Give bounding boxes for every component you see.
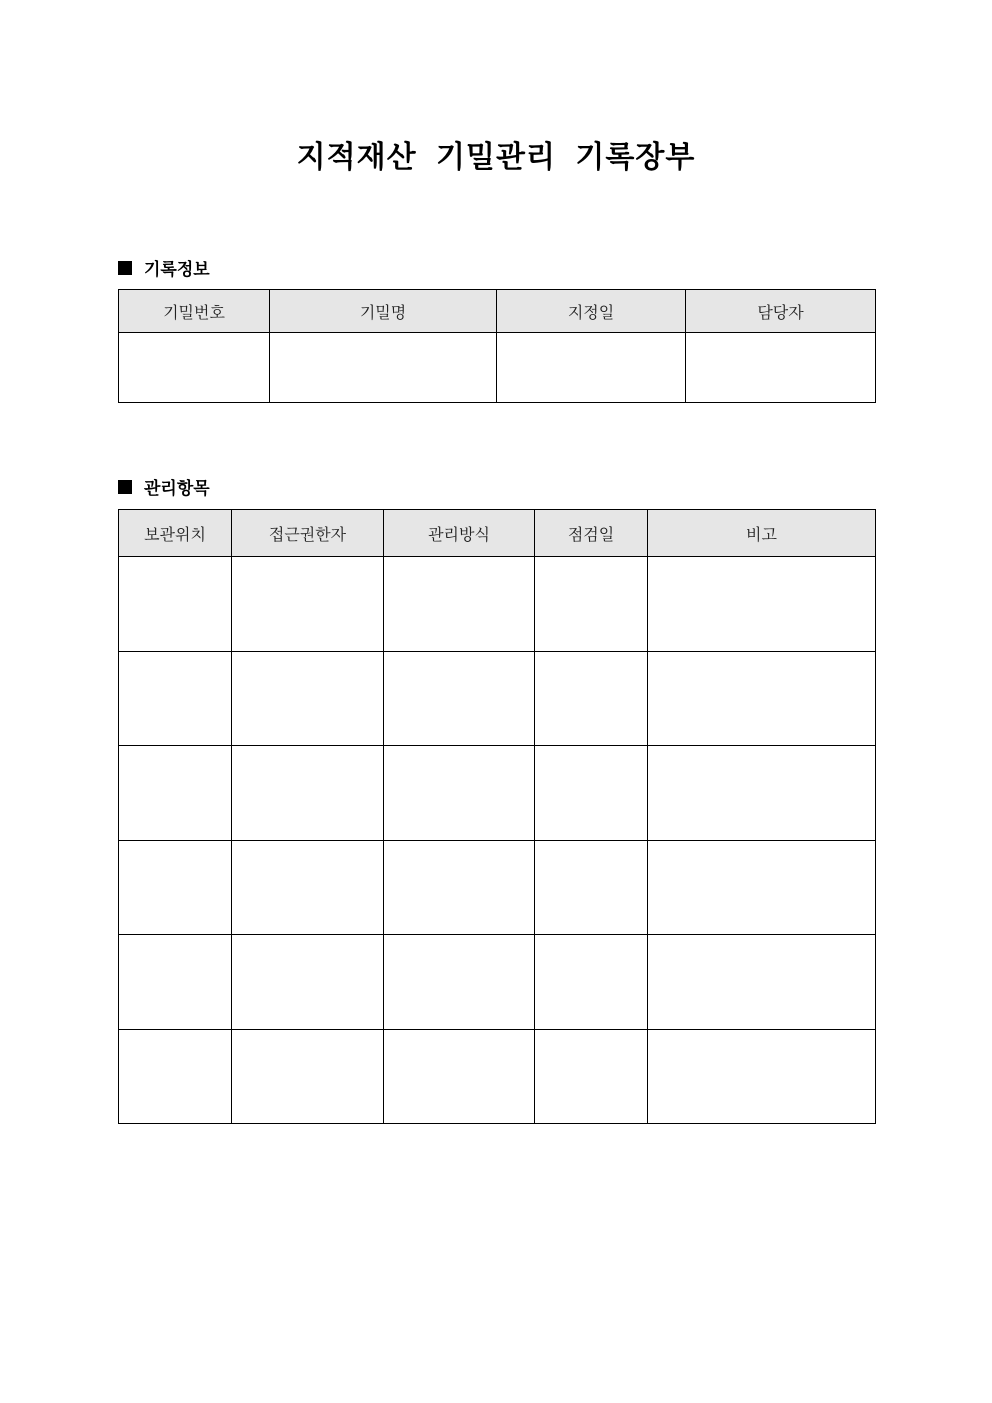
column-header: 지정일 bbox=[497, 290, 686, 333]
table-cell[interactable] bbox=[535, 746, 648, 841]
table-cell[interactable] bbox=[119, 1029, 232, 1124]
table-cell[interactable] bbox=[535, 840, 648, 935]
table-cell[interactable] bbox=[232, 557, 384, 652]
table-header-row bbox=[119, 290, 876, 333]
table-cell[interactable] bbox=[270, 333, 497, 403]
table-cell[interactable] bbox=[384, 746, 535, 841]
table-cell[interactable] bbox=[119, 840, 232, 935]
section-heading-label: 기록정보 bbox=[144, 260, 210, 280]
column-header: 점검일 bbox=[535, 510, 648, 557]
record-info-table bbox=[118, 289, 876, 403]
table-cell[interactable] bbox=[648, 840, 876, 935]
table-cell[interactable] bbox=[384, 557, 535, 652]
section-heading-label: 관리항목 bbox=[144, 479, 210, 499]
table-row bbox=[119, 333, 876, 403]
table-cell[interactable] bbox=[648, 746, 876, 841]
table-cell[interactable] bbox=[232, 651, 384, 746]
section-heading-management-items bbox=[118, 474, 210, 499]
document-title: 지적재산 기밀관리 기록장부 bbox=[296, 140, 696, 175]
table-row bbox=[119, 557, 876, 652]
table-cell[interactable] bbox=[384, 651, 535, 746]
table-row bbox=[119, 935, 876, 1030]
table-cell[interactable] bbox=[686, 333, 876, 403]
table-header-row bbox=[119, 510, 876, 557]
table-cell[interactable] bbox=[535, 1029, 648, 1124]
table-cell[interactable] bbox=[232, 1029, 384, 1124]
table-row bbox=[119, 651, 876, 746]
table-cell[interactable] bbox=[232, 746, 384, 841]
table-cell[interactable] bbox=[119, 651, 232, 746]
column-header: 관리방식 bbox=[384, 510, 535, 557]
table-cell[interactable] bbox=[384, 1029, 535, 1124]
square-bullet-icon bbox=[118, 480, 132, 494]
table-cell[interactable] bbox=[119, 557, 232, 652]
table-cell[interactable] bbox=[384, 935, 535, 1030]
table-cell[interactable] bbox=[535, 935, 648, 1030]
table-cell[interactable] bbox=[232, 935, 384, 1030]
table-cell[interactable] bbox=[497, 333, 686, 403]
table-cell[interactable] bbox=[119, 333, 270, 403]
table-cell[interactable] bbox=[535, 557, 648, 652]
table-cell[interactable] bbox=[535, 651, 648, 746]
table-cell[interactable] bbox=[384, 840, 535, 935]
management-items-table bbox=[118, 509, 876, 1124]
table-cell[interactable] bbox=[648, 935, 876, 1030]
table-row bbox=[119, 840, 876, 935]
table-cell[interactable] bbox=[648, 557, 876, 652]
table-cell[interactable] bbox=[232, 840, 384, 935]
table-cell[interactable] bbox=[648, 1029, 876, 1124]
column-header: 기밀번호 bbox=[119, 290, 270, 333]
column-header: 담당자 bbox=[686, 290, 876, 333]
table-cell[interactable] bbox=[648, 651, 876, 746]
column-header: 보관위치 bbox=[119, 510, 232, 557]
column-header: 비고 bbox=[648, 510, 876, 557]
column-header: 접근권한자 bbox=[232, 510, 384, 557]
table-cell[interactable] bbox=[119, 746, 232, 841]
table-cell[interactable] bbox=[119, 935, 232, 1030]
table-row bbox=[119, 746, 876, 841]
section-heading-record-info bbox=[118, 255, 210, 280]
column-header: 기밀명 bbox=[270, 290, 497, 333]
table-row bbox=[119, 1029, 876, 1124]
square-bullet-icon bbox=[118, 261, 132, 275]
